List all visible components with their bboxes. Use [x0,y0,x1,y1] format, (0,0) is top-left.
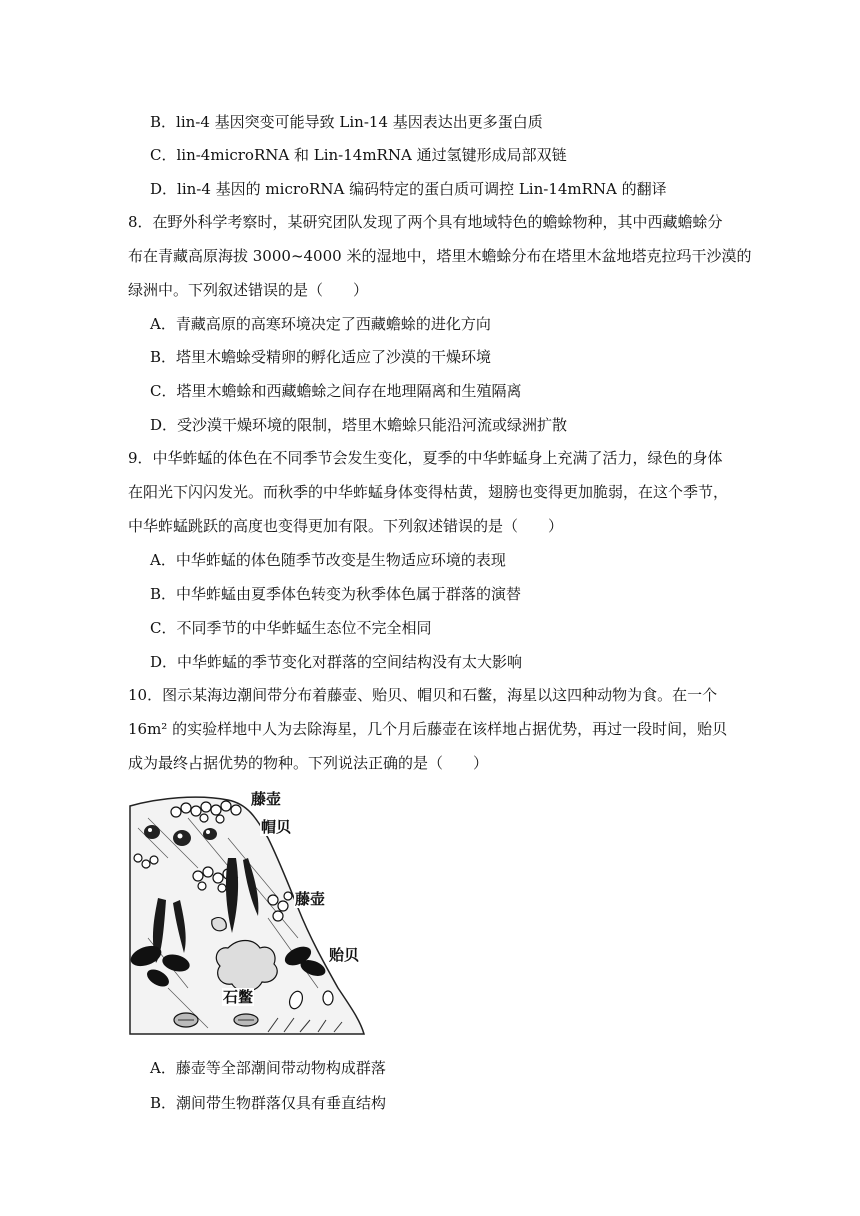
q9-stem-line-3: 中华蚱蜢跳跃的高度也变得更加有限。下列叙述错误的是（ ） [128,517,564,535]
figure-label-barnacle-top: 藤壶 [251,790,282,808]
q8-stem-line-2: 布在青藏高原海拔 3000~4000 米的湿地中，塔里木蟾蜍分布在塔里木盆地塔克拉玛干沙漠的 [128,247,752,265]
q8-option-b: B．塔里木蟾蜍受精卵的孵化适应了沙漠的干燥环境 [150,348,492,366]
q7-option-c: C．lin-4microRNA 和 Lin-14mRNA 通过氢键形成局部双链 [150,146,567,164]
q8-stem-line-1: 8．在野外科学考察时，某研究团队发现了两个具有地域特色的蟾蜍物种，其中西藏蟾蜍分 [128,213,723,231]
q8-option-c: C．塔里木蟾蜍和西藏蟾蜍之间存在地理隔离和生殖隔离 [150,382,522,400]
q9-option-d: D．中华蚱蜢的季节变化对群落的空间结构没有太大影响 [150,653,523,671]
q9-option-a: A．中华蚱蜢的体色随季节改变是生物适应环境的表现 [150,551,506,569]
q7-option-d: D．lin-4 基因的 microRNA 编码特定的蛋白质可调控 Lin-14mRNA 的翻译 [150,180,667,198]
q10-stem-line-2: 16m² 的实验样地中人为去除海星，几个月后藤壶在该样地占据优势，再过一段时间，贻贝 [128,720,728,738]
q9-option-b: B．中华蚱蜢由夏季体色转变为秋季体色属于群落的演替 [150,585,522,603]
figure-label-limpet: 帽贝 [261,818,292,836]
q7-option-b: B．lin-4 基因突变可能导致 Lin-14 基因表达出更多蛋白质 [150,113,543,131]
q10-option-b: B．潮间带生物群落仅具有垂直结构 [150,1094,387,1112]
q8-option-d: D．受沙漠干燥环境的限制，塔里木蟾蜍只能沿河流或绿洲扩散 [150,416,568,434]
intertidal-zone-figure [128,788,366,1038]
q8-stem-line-3: 绿洲中。下列叙述错误的是（ ） [128,281,369,299]
figure-label-barnacle-middle: 藤壶 [295,890,326,908]
q10-stem-line-1: 10．图示某海边潮间带分布着藤壶、贻贝、帽贝和石鳖，海星以这四种动物为食。在一个 [128,686,718,704]
figure-label-chiton: 石鳖 [223,988,254,1006]
q10-stem-line-3: 成为最终占据优势的物种。下列说法正确的是（ ） [128,754,489,772]
q10-option-a: A．藤壶等全部潮间带动物构成群落 [150,1059,386,1077]
q9-stem-line-2: 在阳光下闪闪发光。而秋季的中华蚱蜢身体变得枯黄，翅膀也变得更加脆弱，在这个季节， [128,483,729,501]
q8-option-a: A．青藏高原的高寒环境决定了西藏蟾蜍的进化方向 [150,315,491,333]
q9-option-c: C．不同季节的中华蚱蜢生态位不完全相同 [150,619,432,637]
q9-stem-line-1: 9．中华蚱蜢的体色在不同季节会发生变化，夏季的中华蚱蜢身上充满了活力，绿色的身体 [128,449,723,467]
figure-label-mussel: 贻贝 [329,946,360,964]
